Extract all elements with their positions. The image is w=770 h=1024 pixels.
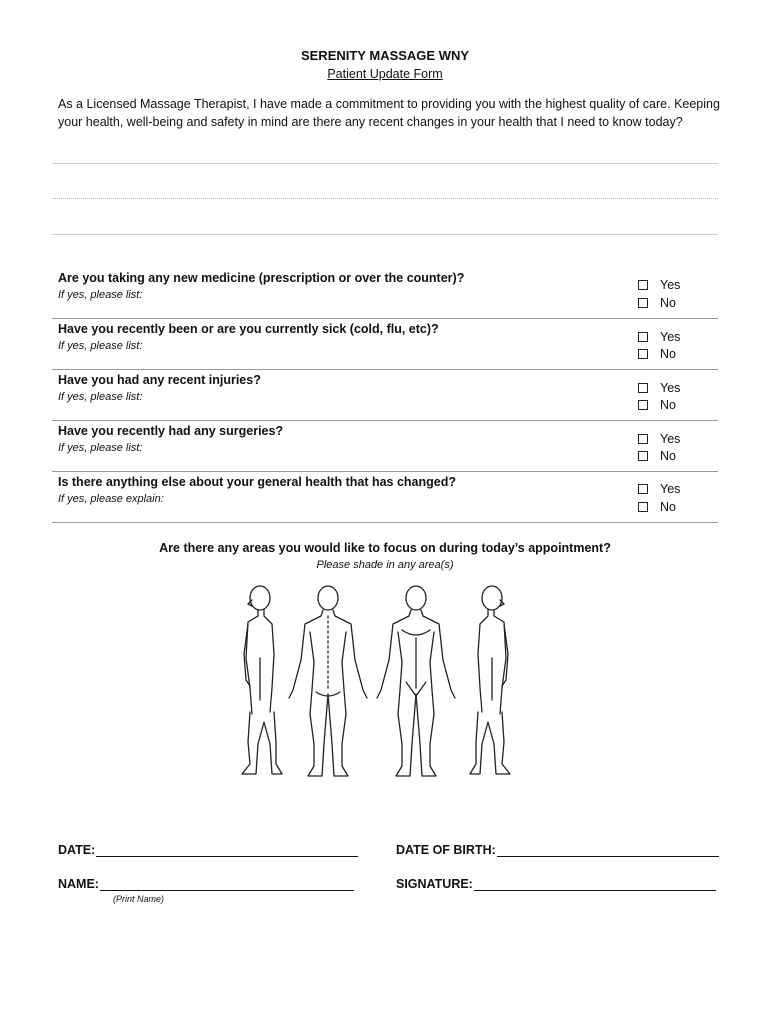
divider <box>52 522 718 523</box>
dob-input-line[interactable] <box>497 844 719 857</box>
checkbox-label: No <box>660 296 676 310</box>
checkbox-label: No <box>660 500 676 514</box>
question-general-health: Is there anything else about your general health that has changed? <box>58 475 456 489</box>
print-name-note: (Print Name) <box>113 894 165 904</box>
checkbox-no[interactable] <box>638 449 676 463</box>
focus-hint: Please shade in any area(s) <box>316 559 454 571</box>
body-diagram[interactable] <box>230 580 540 780</box>
question-sick: Have you recently been or are you currently sick (cold, flu, etc)? <box>58 322 439 336</box>
intro-paragraph: As a Licensed Massage Therapist, I have made a commitment to providing you with the highest quality of care. Keeping your health, well-being and safety in mind are there any recent changes in your health that I need to know today? <box>58 97 720 129</box>
question-hint: If yes, please list: <box>58 289 143 301</box>
checkbox-box[interactable] <box>638 298 648 308</box>
question-hint: If yes, please list: <box>58 340 143 352</box>
checkbox-yes[interactable] <box>638 330 680 344</box>
checkbox-label: Yes <box>660 330 681 344</box>
checkbox-label: Yes <box>660 482 681 496</box>
checkbox-yes[interactable] <box>638 432 680 446</box>
dob-label: DATE OF BIRTH: <box>396 843 496 857</box>
checkbox-yes[interactable] <box>638 482 680 496</box>
name-label: NAME: <box>58 877 99 891</box>
date-input-line[interactable] <box>96 844 358 857</box>
signature-input-line[interactable] <box>474 878 716 891</box>
checkbox-box[interactable] <box>638 383 648 393</box>
answer-line[interactable] <box>52 163 718 164</box>
checkbox-box[interactable] <box>638 502 648 512</box>
body-figure-front[interactable] <box>377 586 455 776</box>
answer-line[interactable] <box>52 198 718 199</box>
checkbox-label: Yes <box>660 381 681 395</box>
checkbox-label: No <box>660 398 676 412</box>
checkbox-yes[interactable] <box>638 278 680 292</box>
checkbox-box[interactable] <box>638 484 648 494</box>
checkbox-no[interactable] <box>638 347 676 361</box>
question-medicine: Are you taking any new medicine (prescription or over the counter)? <box>58 271 465 285</box>
checkbox-box[interactable] <box>638 451 648 461</box>
checkbox-label: No <box>660 449 676 463</box>
date-label: DATE: <box>58 843 96 857</box>
question-hint: If yes, please list: <box>58 391 143 403</box>
question-hint: If yes, please list: <box>58 442 143 454</box>
name-field[interactable] <box>58 877 354 891</box>
body-figure-side-right[interactable] <box>470 586 510 774</box>
checkbox-box[interactable] <box>638 349 648 359</box>
checkbox-label: Yes <box>660 432 681 446</box>
checkbox-no[interactable] <box>638 500 676 514</box>
body-figure-side-left[interactable] <box>242 586 282 774</box>
checkbox-box[interactable] <box>638 332 648 342</box>
signature-field[interactable] <box>396 877 716 891</box>
form-title: SERENITY MASSAGE WNY <box>300 48 470 63</box>
checkbox-box[interactable] <box>638 400 648 410</box>
divider <box>52 369 718 370</box>
body-figure-back[interactable] <box>289 586 367 776</box>
dob-field[interactable] <box>396 843 719 857</box>
form-subtitle: Patient Update Form <box>327 67 443 81</box>
divider <box>52 420 718 421</box>
checkbox-no[interactable] <box>638 296 676 310</box>
checkbox-no[interactable] <box>638 398 676 412</box>
divider <box>52 318 718 319</box>
answer-line[interactable] <box>52 234 718 235</box>
signature-label: SIGNATURE: <box>396 877 473 891</box>
question-injuries: Have you had any recent injuries? <box>58 373 261 387</box>
checkbox-label: Yes <box>660 278 681 292</box>
date-field[interactable] <box>58 843 358 857</box>
checkbox-yes[interactable] <box>638 381 680 395</box>
focus-question: Are there any areas you would like to focus on during today’s appointment? <box>159 541 611 555</box>
question-surgeries: Have you recently had any surgeries? <box>58 424 284 438</box>
checkbox-box[interactable] <box>638 434 648 444</box>
question-hint: If yes, please explain: <box>58 493 164 505</box>
name-input-line[interactable] <box>100 878 354 891</box>
checkbox-label: No <box>660 347 676 361</box>
divider <box>52 471 718 472</box>
checkbox-box[interactable] <box>638 280 648 290</box>
